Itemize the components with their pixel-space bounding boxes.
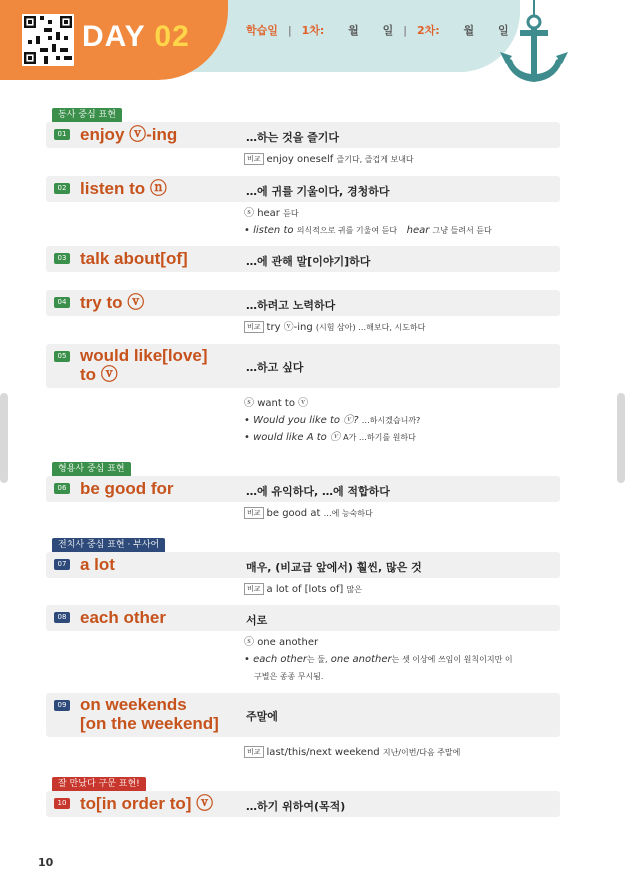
day-number: 02 <box>154 20 190 53</box>
entry-row-03 <box>46 246 560 272</box>
entry-number: 05 <box>54 351 70 362</box>
entry-row-04 <box>46 290 560 316</box>
entry-term: be good for <box>80 479 174 498</box>
entry-note-09: 비교 last/this/next weekend 지난/이번/다음 주말에 <box>244 744 460 761</box>
entry-meaning: …에 유익하다, …에 적합하다 <box>246 485 390 498</box>
entry-meaning: …하려고 노력하다 <box>246 299 336 312</box>
second-day: 일 <box>498 24 509 37</box>
entry-note-08a: ⓢ one another <box>244 637 319 648</box>
entry-note-02b: • listen to 의식적으로 귀를 기울여 듣다 hear 그냥 들려서 듣다 <box>244 225 492 236</box>
entry-term: to[in order to] ⓥ <box>80 794 214 813</box>
entry-number: 04 <box>54 297 70 308</box>
entry-note-01: 비교 enjoy oneself 즐기다, 즐겁게 보내다 <box>244 151 414 168</box>
day-prefix: DAY <box>82 20 146 53</box>
entry-number: 03 <box>54 253 70 264</box>
entry-note-08b: • each other는 둘, one another는 셋 이상에 쓰임이 원칙이지만 이 <box>244 654 513 665</box>
section-label-adjective: 형용사 중심 표현 <box>52 462 131 477</box>
entry-note-07: 비교 a lot of [lots of] 많은 <box>244 581 362 598</box>
entry-note-06: 비교 be good at …에 능숙하다 <box>244 505 373 522</box>
entry-meaning: 서로 <box>246 614 268 627</box>
entry-term-line2: to ⓥ <box>80 365 118 384</box>
entry-number: 09 <box>54 700 70 711</box>
entry-note-05a: ⓢ want to ⓥ <box>244 398 309 409</box>
entry-row-06 <box>46 476 560 502</box>
entry-term: talk about[of] <box>80 249 188 268</box>
entry-meaning: 주말에 <box>246 710 278 723</box>
section-label-bonus: 잘 만났다 구문 표현! <box>52 777 146 792</box>
entry-meaning: …하기 위하여(목적) <box>246 800 346 813</box>
study-day-label: 학습일 <box>246 24 278 37</box>
entry-term: try to ⓥ <box>80 293 145 312</box>
study-date-line: 학습일 | 1차: 월 일 | 2차: 월 일 <box>246 24 509 37</box>
first-day: 일 <box>382 24 394 37</box>
first-month: 월 <box>348 24 359 37</box>
entry-meaning: …하고 싶다 <box>246 361 304 374</box>
entry-row-10 <box>46 791 560 817</box>
entry-meaning: …에 귀를 기울이다, 경청하다 <box>246 185 390 198</box>
right-edge-tab <box>617 393 625 483</box>
second-label: 2차: <box>416 24 440 37</box>
day-title <box>82 20 190 54</box>
entry-row-05 <box>46 344 560 388</box>
entry-note-05b: • Would you like to ⓥ? …하시겠습니까? <box>244 415 421 426</box>
first-label: 1차: <box>301 24 325 37</box>
entry-number: 08 <box>54 612 70 623</box>
entry-meaning: …에 관해 말[이야기]하다 <box>246 255 371 268</box>
page-number: 10 <box>38 856 54 869</box>
entry-term-line1: on weekends <box>80 695 187 714</box>
header-band <box>0 0 625 80</box>
entry-row-08 <box>46 605 560 631</box>
entry-row-09 <box>46 693 560 737</box>
entry-number: 02 <box>54 183 70 194</box>
entry-number: 01 <box>54 129 70 140</box>
entry-number: 10 <box>54 798 70 809</box>
entry-number: 07 <box>54 559 70 570</box>
second-month: 월 <box>463 24 475 37</box>
section-label-preposition: 전치사 중심 표현 · 부사어 <box>52 538 165 553</box>
anchor-icon <box>496 0 572 92</box>
entry-term: a lot <box>80 555 115 574</box>
entry-meaning: 매우, (비교급 앞에서) 훨씬, 많은 것 <box>246 561 422 574</box>
entry-row-02 <box>46 176 560 202</box>
entry-term: listen to ⓝ <box>80 179 167 198</box>
entry-note-05c: • would like A to ⓥ A가 …하기를 원하다 <box>244 432 416 443</box>
section-label-verb: 동사 중심 표현 <box>52 108 122 123</box>
entry-number: 06 <box>54 483 70 494</box>
entry-note-02a: ⓢ hear 듣다 <box>244 208 299 219</box>
entry-term: each other <box>80 608 166 627</box>
entry-note-04: 비교 try ⓥ-ing (시험 삼아) …해보다, 시도하다 <box>244 319 425 336</box>
entry-note-08c: 구별은 종종 무시됨. <box>254 672 324 681</box>
entry-row-07 <box>46 552 560 578</box>
entry-term-line2: [on the weekend] <box>80 714 219 733</box>
entry-term-line1: would like[love] <box>80 346 208 365</box>
entry-meaning: …하는 것을 즐기다 <box>246 131 340 144</box>
left-edge-tab <box>0 393 8 483</box>
entry-term: enjoy ⓥ-ing <box>80 125 178 144</box>
entry-row-01 <box>46 122 560 148</box>
qr-code[interactable] <box>22 14 74 66</box>
